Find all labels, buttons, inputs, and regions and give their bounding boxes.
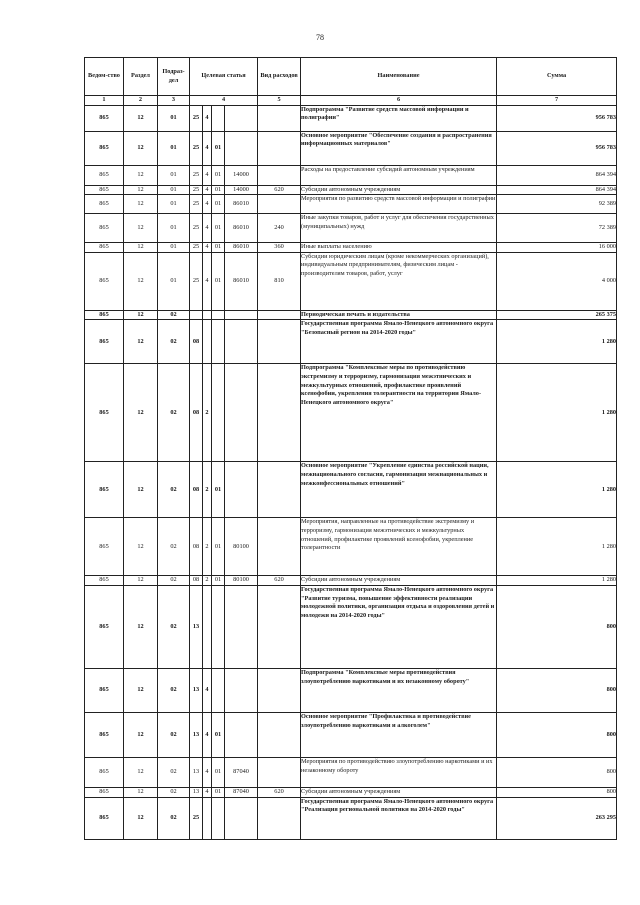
section-code: 12 [124,214,158,243]
col-number-5: 5 [258,96,301,106]
item-sum: 864 394 [497,165,617,185]
expense-type-code [258,165,301,185]
table-row [85,797,617,839]
dept-code: 865 [85,195,124,214]
subprogram-code [203,310,212,320]
program-code: 25 [190,243,203,253]
item-name: Мероприятия по развитию средств массовой информации и полиграфии [301,195,497,214]
subprogram-code [203,320,212,364]
dept-code: 865 [85,712,124,757]
col-number-6: 6 [301,96,497,106]
direction-code: 86010 [225,195,258,214]
dept-code: 865 [85,310,124,320]
direction-code: 14000 [225,165,258,185]
subsection-code: 01 [158,131,190,165]
item-sum: 1 280 [497,364,617,462]
subsection-code: 01 [158,185,190,195]
expense-type-code [258,797,301,839]
program-code: 08 [190,518,203,576]
expense-type-code [258,712,301,757]
subsection-code: 02 [158,462,190,518]
item-name: Субсидии автономным учреждениям [301,787,497,797]
expense-type-code [258,364,301,462]
expense-type-code [258,518,301,576]
item-name: Мероприятия, направленные на противодействие экстремизму и терроризму, гармонизация межэтнических и межкультурных отношений, профилактике проявлений ксенофобии, укрепление толерантности [301,518,497,576]
program-code: 25 [190,165,203,185]
program-code: 25 [190,185,203,195]
subsection-code: 01 [158,105,190,131]
item-sum: 1 280 [497,518,617,576]
program-code: 25 [190,195,203,214]
event-code: 01 [212,712,225,757]
header-dept: Ведом-ство [85,58,124,96]
item-name: Основное мероприятие "Укрепление единства российской нации, межнационального согласия, гармонизация межнациональных и межконфессиональных отношений" [301,462,497,518]
subsection-code: 02 [158,310,190,320]
item-name: Периодическая печать и издательства [301,310,497,320]
subprogram-code: 4 [203,195,212,214]
subsection-code: 01 [158,165,190,185]
subsection-code: 01 [158,252,190,310]
expense-type-code [258,310,301,320]
table-row [85,712,617,757]
subsection-code: 02 [158,320,190,364]
dept-code: 865 [85,668,124,712]
item-sum: 800 [497,585,617,668]
item-sum: 265 375 [497,310,617,320]
section-code: 12 [124,797,158,839]
event-code: 01 [212,787,225,797]
dept-code: 865 [85,576,124,586]
dept-code: 865 [85,252,124,310]
direction-code: 86010 [225,252,258,310]
section-code: 12 [124,310,158,320]
direction-code [225,364,258,462]
expense-type-code [258,320,301,364]
event-code: 01 [212,243,225,253]
item-sum: 800 [497,787,617,797]
program-code: 13 [190,787,203,797]
table-row [85,165,617,185]
direction-code [225,712,258,757]
section-code: 12 [124,757,158,787]
program-code: 08 [190,364,203,462]
event-code: 01 [212,462,225,518]
program-code: 25 [190,105,203,131]
table-row [85,310,617,320]
dept-code: 865 [85,185,124,195]
dept-code: 865 [85,105,124,131]
table-row [85,757,617,787]
program-code [190,310,203,320]
event-code: 01 [212,195,225,214]
program-code: 25 [190,214,203,243]
dept-code: 865 [85,131,124,165]
expense-type-code [258,195,301,214]
event-code [212,310,225,320]
item-name: Субсидии юридическим лицам (кроме некоммерческих организаций), индивидуальным предпринимателям, физическим лицам - производителям товаров, работ, услуг [301,252,497,310]
expense-type-code: 620 [258,185,301,195]
subsection-code: 02 [158,712,190,757]
event-code [212,668,225,712]
section-code: 12 [124,243,158,253]
direction-code [225,797,258,839]
col-number-2: 2 [124,96,158,106]
item-sum: 72 389 [497,214,617,243]
header-target-article: Целевая статья [190,58,258,96]
header-subsection: Подраз-дел [158,58,190,96]
event-code: 01 [212,757,225,787]
section-code: 12 [124,576,158,586]
subprogram-code: 4 [203,243,212,253]
subsection-code: 01 [158,214,190,243]
subsection-code: 01 [158,195,190,214]
expense-type-code [258,668,301,712]
event-code: 01 [212,252,225,310]
subprogram-code: 4 [203,185,212,195]
subprogram-code: 4 [203,214,212,243]
direction-code [225,310,258,320]
event-code [212,320,225,364]
item-sum: 864 394 [497,185,617,195]
header-sum: Сумма [497,58,617,96]
subprogram-code: 4 [203,131,212,165]
table-row [85,518,617,576]
subsection-code: 02 [158,797,190,839]
item-sum: 956 783 [497,131,617,165]
subprogram-code: 4 [203,165,212,185]
direction-code: 80100 [225,518,258,576]
program-code: 25 [190,797,203,839]
event-code: 01 [212,131,225,165]
subprogram-code: 4 [203,668,212,712]
subsection-code: 02 [158,585,190,668]
item-sum: 800 [497,712,617,757]
table-row [85,576,617,586]
direction-code: 87040 [225,787,258,797]
section-code: 12 [124,364,158,462]
direction-code [225,462,258,518]
dept-code: 865 [85,243,124,253]
section-code: 12 [124,131,158,165]
dept-code: 865 [85,214,124,243]
table-row [85,195,617,214]
subprogram-code: 2 [203,364,212,462]
expense-type-code [258,585,301,668]
item-sum: 4 000 [497,252,617,310]
table-row [85,243,617,253]
subprogram-code: 4 [203,757,212,787]
section-code: 12 [124,712,158,757]
item-name: Государственная программа Ямало-Ненецкого автономного округа "Реализация региональной политики на 2014-2020 годы" [301,797,497,839]
direction-code: 87040 [225,757,258,787]
dept-code: 865 [85,585,124,668]
direction-code [225,320,258,364]
col-number-4: 4 [190,96,258,106]
subsection-code: 02 [158,576,190,586]
header-section: Раздел [124,58,158,96]
expense-type-code [258,462,301,518]
table-row [85,668,617,712]
subsection-code: 02 [158,668,190,712]
program-code: 13 [190,668,203,712]
item-name: Основное мероприятие "Профилактика и противодействие злоупотреблению наркотиками и алкоголем" [301,712,497,757]
subsection-code: 01 [158,243,190,253]
direction-code: 86010 [225,243,258,253]
program-code: 13 [190,585,203,668]
subprogram-code: 2 [203,518,212,576]
section-code: 12 [124,165,158,185]
direction-code [225,105,258,131]
item-name: Подпрограмма "Комплексные меры по противодействию экстремизму и терроризму, гармонизация межэтнических и межкультурных отношений, профилактике проявлений ксенофобии, укрепления толерантности на территории Ямало-Ненецкого автономного округа" [301,364,497,462]
program-code: 08 [190,320,203,364]
event-code: 01 [212,214,225,243]
section-code: 12 [124,668,158,712]
col-number-7: 7 [497,96,617,106]
item-name: Иные выплаты населению [301,243,497,253]
budget-table [84,57,617,840]
section-code: 12 [124,787,158,797]
item-name: Субсидии автономным учреждениям [301,185,497,195]
table-row [85,320,617,364]
col-number-3: 3 [158,96,190,106]
item-sum: 1 280 [497,320,617,364]
event-code [212,797,225,839]
budget-rows [85,105,617,839]
expense-type-code: 240 [258,214,301,243]
expense-type-code [258,131,301,165]
item-name: Субсидии автономным учреждениям [301,576,497,586]
program-code: 25 [190,131,203,165]
expense-type-code: 620 [258,787,301,797]
item-sum: 800 [497,668,617,712]
program-code: 08 [190,462,203,518]
section-code: 12 [124,252,158,310]
item-name: Мероприятия по противодействию злоупотреблению наркотиками и их незаконному обороту [301,757,497,787]
subsection-code: 02 [158,787,190,797]
direction-code: 14000 [225,185,258,195]
table-row [85,214,617,243]
table-row [85,462,617,518]
section-code: 12 [124,320,158,364]
subprogram-code: 2 [203,462,212,518]
item-name: Подпрограмма "Развитие средств массовой информации и полиграфии" [301,105,497,131]
item-sum: 1 280 [497,576,617,586]
subsection-code: 02 [158,518,190,576]
subprogram-code [203,585,212,668]
page-number: 78 [316,33,324,42]
subprogram-code: 4 [203,787,212,797]
expense-type-code: 810 [258,252,301,310]
event-code: 01 [212,518,225,576]
col-number-1: 1 [85,96,124,106]
section-code: 12 [124,185,158,195]
item-name: Расходы на предоставление субсидий автономным учреждениям [301,165,497,185]
expense-type-code [258,757,301,787]
item-name: Основное мероприятие "Обеспечение создания и распространения информационных материалов" [301,131,497,165]
dept-code: 865 [85,757,124,787]
subprogram-code [203,797,212,839]
expense-type-code [258,105,301,131]
expense-type-code: 360 [258,243,301,253]
subprogram-code: 4 [203,712,212,757]
item-sum: 16 000 [497,243,617,253]
item-sum: 800 [497,757,617,787]
event-code [212,364,225,462]
section-code: 12 [124,518,158,576]
item-sum: 956 783 [497,105,617,131]
item-sum: 92 389 [497,195,617,214]
direction-code: 86010 [225,214,258,243]
dept-code: 865 [85,320,124,364]
item-name: Подпрограмма "Комплексные меры противодействия злоупотреблению наркотиками и их незаконному обороту" [301,668,497,712]
subsection-code: 02 [158,364,190,462]
section-code: 12 [124,195,158,214]
event-code [212,105,225,131]
section-code: 12 [124,105,158,131]
table-row [85,364,617,462]
table-row [85,252,617,310]
subsection-code: 02 [158,757,190,787]
table-row [85,787,617,797]
table-row [85,131,617,165]
dept-code: 865 [85,787,124,797]
program-code: 08 [190,576,203,586]
item-name: Государственная программа Ямало-Ненецкого автономного округа "Безопасный регион на 2014-2020 годы" [301,320,497,364]
table-row [85,185,617,195]
program-code: 13 [190,712,203,757]
header-name: Наименование [301,58,497,96]
item-name: Государственная программа Ямало-Ненецкого автономного округа "Развитие туризма, повышение эффективности реализации молодежной политики, организация отдыха и оздоровления детей и молодежи на 2014-2020 годы" [301,585,497,668]
table-row [85,105,617,131]
event-code: 01 [212,185,225,195]
dept-code: 865 [85,797,124,839]
direction-code [225,585,258,668]
event-code: 01 [212,576,225,586]
dept-code: 865 [85,518,124,576]
direction-code: 80100 [225,576,258,586]
header-expense-type: Вид расходов [258,58,301,96]
program-code: 13 [190,757,203,787]
section-code: 12 [124,585,158,668]
item-name: Иные закупки товаров, работ и услуг для обеспечения государственных (муниципальных) нужд [301,214,497,243]
dept-code: 865 [85,364,124,462]
dept-code: 865 [85,462,124,518]
item-sum: 1 280 [497,462,617,518]
item-sum: 263 295 [497,797,617,839]
table-row [85,585,617,668]
subprogram-code: 2 [203,576,212,586]
subprogram-code: 4 [203,105,212,131]
subprogram-code: 4 [203,252,212,310]
program-code: 25 [190,252,203,310]
event-code [212,585,225,668]
section-code: 12 [124,462,158,518]
event-code: 01 [212,165,225,185]
expense-type-code: 620 [258,576,301,586]
direction-code [225,131,258,165]
direction-code [225,668,258,712]
dept-code: 865 [85,165,124,185]
